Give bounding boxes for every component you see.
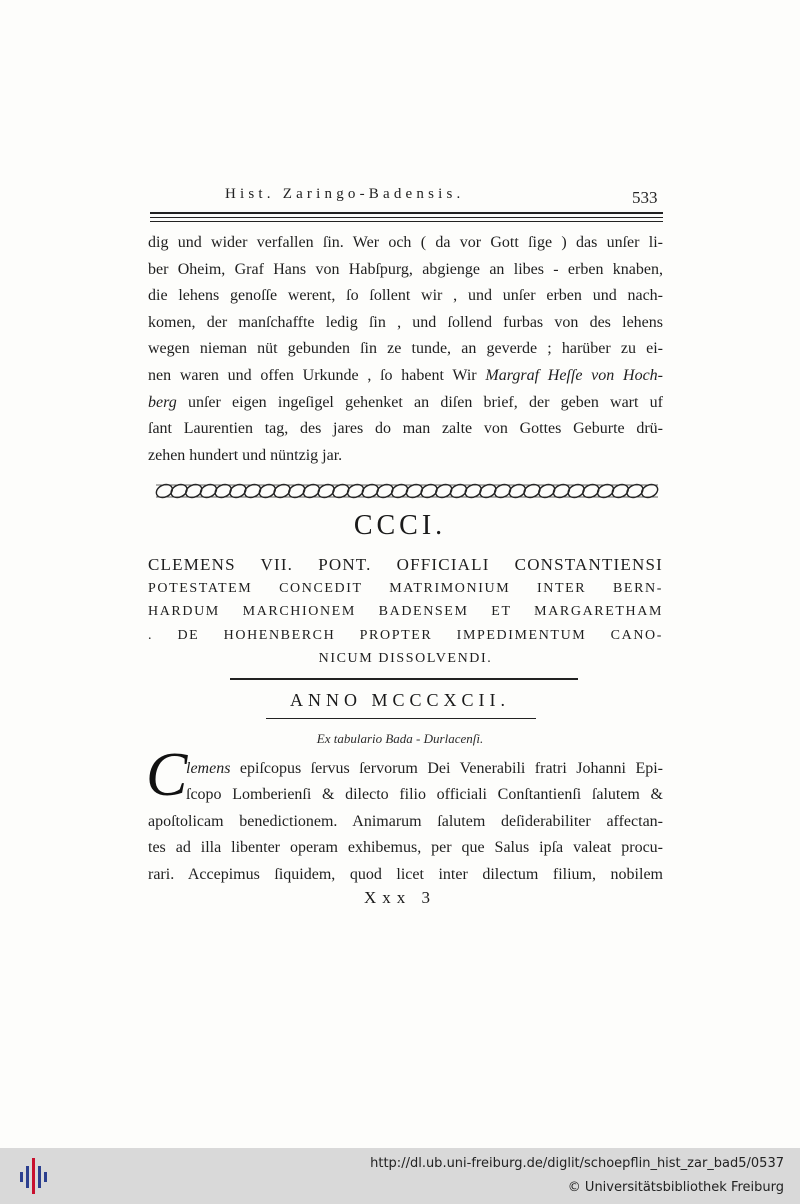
source-note: Ex tabulario Bada - Durlacenſi. [316,731,484,746]
document-number: CCCI. [353,510,447,541]
title-line: HARDUM MARCHIONEM BADENSEM ET MARGARETHAM [148,604,663,619]
rope-ornament-divider [152,482,662,500]
footer-url-link[interactable]: http://dl.ub.uni-freiburg.de/diglit/schoepflin_hist_zar_bad5/0537 [370,1156,784,1171]
text-line: zehen hundert und nüntzig jar. [148,446,343,464]
title-line: POTESTATEM CONCEDIT MATRIMONIUM INTER BERN- [148,580,663,596]
footer-bar [0,1148,800,1204]
first-word: lemens [186,760,240,777]
main-text [148,756,663,888]
drop-cap: C [146,741,188,809]
text-line: nen waren und offen Urkunde , ſo habent Wir Margraf Heſſe von Hoch- [148,366,663,384]
text-line: dig und wider verfallen ſin. Wer och ( da vor Gott ſige ) das unſer li- [148,234,663,251]
header-rule-bottom [150,217,663,218]
text-line: ſant Laurentien tag, des jares do man zalte von Gottes Geburte drü- [148,420,663,438]
year-rule-top [230,678,578,680]
header-rule-top [150,212,663,214]
text-line: ber Oheim, Graf Hans von Habſpurg, abgienge an libes - erben knaben, [148,260,663,278]
title-line: NICUM DISSOLVENDI. [318,651,493,666]
page-number: 533 [632,188,658,207]
text-line: tes ad illa libenter operam exhibemus, per que Salus ipſa valeat procu- [148,839,663,857]
document-title [148,553,663,671]
title-line: . DE HOHENBERCH PROPTER IMPEDIMENTUM CANO- [148,627,663,643]
text-line: die lehens genoſſe werent, ſo ſollent wir , und unſer erben und nach- [148,287,663,305]
title-line: CLEMENS VII. PONT. OFFICIALI CONSTANTIENSI [148,555,663,574]
text-line: apoſtolicam benedictionem. Animarum ſalutem deſiderabiliter affectan- [148,812,663,830]
text-line: ſcopo Lomberienſi & dilecto filio officiali Conſtantienſi ſalutem & [186,786,663,804]
running-title: Hist. Zaringo-Badensis. [225,186,465,202]
text-line: komen, der manſchaffte ledig ſin , und ſollend furbas von des lehens [148,313,663,331]
text-line: berg unſer eigen ingeſigel gehenket an diſen brief, der geben wart uf [148,393,663,411]
text-line: wegen nieman nüt gebunden ſin ze tunde, an geverde ; harüber zu ei- [148,340,663,358]
header-rule-thin [150,221,663,222]
footer-copyright: © Universitätsbibliothek Freiburg [567,1180,784,1195]
continued-text [148,230,663,469]
signature-mark: Xxx 3 [363,888,437,907]
text-line: rari. Accepimus ſiquidem, quod licet inter dilectum filium, nobilem [148,865,663,883]
ub-freiburg-logo-icon[interactable] [18,1156,48,1196]
document-year: ANNO MCCCXCII. [289,690,510,710]
rope-ornament-icon [152,482,662,500]
text-line: lemens epiſcopus ſervus ſervorum Dei Venerabili fratri Johanni Epi- [186,760,663,777]
year-rule-bottom [266,718,536,719]
